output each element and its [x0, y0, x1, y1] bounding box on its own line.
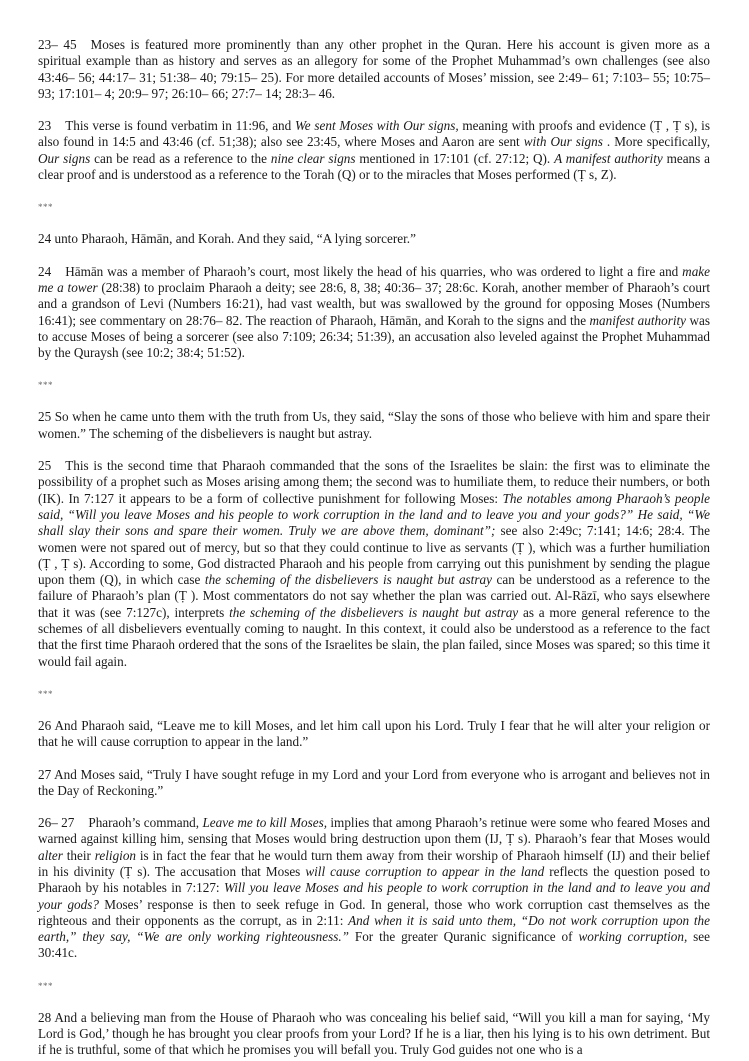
text-run: This is the second time that Pharaoh commanded that the sons of the Israelites be slain: the first was to eliminate the possibility of a prophet such as Moses arising among them; the second was to humiliate them, to reduce their numbers, or both (IK). In 7:127 it appears to be a form of collective punishment for following Moses:: [38, 458, 710, 506]
verse-paragraph: [38, 767, 710, 800]
text-run: unto Pharaoh, Hāmān, and Korah. And they said, “A lying sorcerer.”: [54, 231, 416, 247]
italic-quote: The notables among Pharaoh’s people said, “Will you leave Moses and his people to work corruption in the land and to leave you and your gods?” He said, “We shall slay their sons and spare their women. Truly we are above them, dominant”;: [38, 490, 711, 539]
verse-number: 27: [38, 766, 52, 782]
text-run: For the greater Quranic significance of: [348, 929, 579, 945]
italic-quote: make me a tower: [38, 263, 710, 295]
text-run: And Moses said, “Truly I have sought refuge in my Lord and your Lord from everyone who is arrogant and believes not in the Day of Reckoning.”: [38, 766, 710, 798]
italic-quote: will cause corruption to appear in the land: [305, 863, 545, 879]
text-run: reflects the question posed to Pharaoh by his notables in 7:127:: [38, 863, 710, 896]
text-run: was to accuse Moses of being a sorcerer (see also 7:109; 26:34; 51:39), an accusation also leveled against the Prophet Muhammad by the Quraysh (see 10:2; 38:4; 51:52).: [38, 312, 710, 361]
italic-quote: And when it is said unto them, “Do not work corruption upon the earth,” they say, “We are only working righteousness.”: [38, 912, 710, 945]
verse-paragraph: [38, 231, 710, 247]
italic-quote: Our signs: [38, 150, 91, 166]
text-run: (28:38) to proclaim Pharaoh a deity; see 28:6, 8, 38; 40:36– 37; 28:6c. Korah, another member of Pharaoh’s court and a grandson of Levi (Numbers 16:21), had vast wealth, but was swallowed by the ground for opposing Moses (Numbers 16:41); see commentary on 28:76– 82. The reaction of Pharaoh, Hāmān, and Korah to the signs and the: [38, 279, 710, 328]
section-separator: ***: [38, 980, 53, 991]
commentary-paragraph: [38, 118, 710, 183]
italic-quote: A manifest authority: [554, 150, 663, 166]
text-run: And Pharaoh said, “Leave me to kill Moses, and let him call upon his Lord. Truly I fear that he will alter your religion or that he will cause corruption to appear in the land.”: [38, 717, 711, 750]
verse-paragraph: [38, 718, 710, 751]
text-run: So when he came unto them with the truth from Us, they said, “Slay the sons of those who believe with him and spare their women.” The scheming of the disbelievers is naught but astray.: [38, 409, 710, 441]
italic-quote: the scheming of the disbelievers is naught but astray: [229, 604, 519, 620]
text-run: their: [62, 847, 95, 863]
commentary-paragraph: [38, 37, 710, 102]
verse-number: 25: [38, 409, 52, 425]
document-page: [38, 37, 710, 1059]
section-separator: ***: [38, 380, 53, 391]
text-run: Pharaoh’s command,: [88, 815, 203, 831]
italic-quote: with Our signs: [523, 134, 603, 150]
verse-paragraph: [38, 409, 710, 442]
section-separator: ***: [38, 688, 53, 699]
commentary-reference: 26– 27: [38, 815, 75, 831]
text-run: Moses is featured more prominently than any other prophet in the Quran. Here his account is given more as a spiritual example than as history and serves as an allegory for some of the Prophet Muhammad’s own challenges (see also 43:46– 56; 44:17– 31; 51:38– 40; 79:15– 25). For more detailed accounts of Moses’ mission, see 2:49– 61; 7:103– 55; 10:75– 93; 17:101– 4; 20:9– 97; 26:10– 66; 27:7– 14; 28:3– 46.: [38, 37, 710, 101]
text-run: . More specifically,: [602, 134, 710, 150]
italic-quote: Leave me to kill Moses,: [202, 815, 327, 831]
text-run: mentioned in 17:101 (cf. 27:12; Q).: [355, 150, 555, 166]
commentary-reference: 24: [38, 263, 52, 279]
italic-quote: nine clear signs: [270, 150, 356, 166]
verse-number: 24: [38, 231, 52, 247]
commentary-reference: 25: [38, 458, 52, 474]
text-run: implies that among Pharaoh’s retinue were some who feared Moses and warned against killing him, sensing that Moses would bring destruction upon them (IJ, Ṭ s). Pharaoh’s fear that Moses would: [38, 815, 711, 847]
italic-quote: the scheming of the disbelievers is naught but astray: [204, 572, 492, 588]
text-run: see 30:41c.: [38, 929, 711, 961]
verse-number: 28: [38, 1009, 52, 1025]
commentary-paragraph: [38, 815, 710, 962]
section-separator: ***: [38, 202, 53, 213]
italic-quote: alter: [38, 847, 63, 863]
text-run: Moses’ response is then to seek refuge in God. In general, those who work corruption cast themselves as the righteous and their opponents as the corrupt, as in 2:11:: [38, 896, 710, 928]
text-run: And a believing man from the House of Pharaoh who was concealing his belief said, “Will you kill a man for saying, ‘My Lord is God,’ though he has brought you clear proofs from your Lord? If he is a liar, then his lying is to his own detriment. But if he is truthful, some of that which he promises you will befall you. Truly God guides not one who is a: [38, 1009, 710, 1058]
text-run: Hāmān was a member of Pharaoh’s court, most likely the head of his quarries, who was ordered to light a fire and: [65, 263, 683, 279]
text-run: can be understood as a reference to the failure of Pharaoh’s plan (Ṭ ). Most commentators do not say whether the plan was carried out. Al-Rāzī, who says elsewhere that it was (see 7:127c), interprets: [38, 572, 711, 620]
italic-quote: religion: [94, 847, 137, 863]
commentary-reference: 23: [38, 118, 52, 134]
italic-quote: We sent Moses with Our signs,: [295, 118, 459, 134]
text-run: meaning with proofs and evidence (Ṭ , Ṭ s), is also found in 14:5 and 43:46 (cf. 51;38); also see 23:45, where Moses and Aaron are sent: [38, 118, 710, 150]
text-run: means a clear proof and is understood as a reference to the Torah (Q) or to the miracles that Moses performed (Ṭ s, Z).: [38, 150, 711, 183]
text-run: as a more general reference to the schemes of all disbelievers eventually coming to naught. In this context, it could also be understood as a reference to the fact that the first time Pharaoh ordered that the sons of the Israelites be slain, the plan failed, since Moses was spared; so this time it would fail again.: [38, 604, 710, 669]
commentary-paragraph: [38, 264, 710, 362]
text-run: This verse is found verbatim in 11:96, and: [65, 118, 295, 134]
text-run: can be read as a reference to the: [90, 150, 271, 166]
text-run: is in fact the fear that he would turn them away from their worship of Pharaoh himself (IJ) and their belief in his divinity (Ṭ s). The accusation that Moses: [38, 847, 711, 879]
italic-quote: Will you leave Moses and his people to work corruption in the land and to leave you and your gods?: [38, 880, 710, 912]
verse-paragraph: [38, 1010, 710, 1059]
italic-quote: working corruption,: [578, 929, 688, 945]
commentary-reference: 23– 45: [38, 37, 77, 52]
verse-number: 26: [38, 717, 52, 733]
italic-quote: manifest authority: [589, 312, 687, 328]
commentary-paragraph: [38, 458, 710, 670]
text-run: see also 2:49c; 7:141; 14:6; 28:4. The women were not spared out of mercy, but so that they could continue to live as servants (Ṭ ), which was a further humiliation (Ṭ , Ṭ s). According to some, God distracted Pharaoh and his people from carrying out this punishment by sending the plague upon them (Q), in which case: [38, 523, 710, 588]
